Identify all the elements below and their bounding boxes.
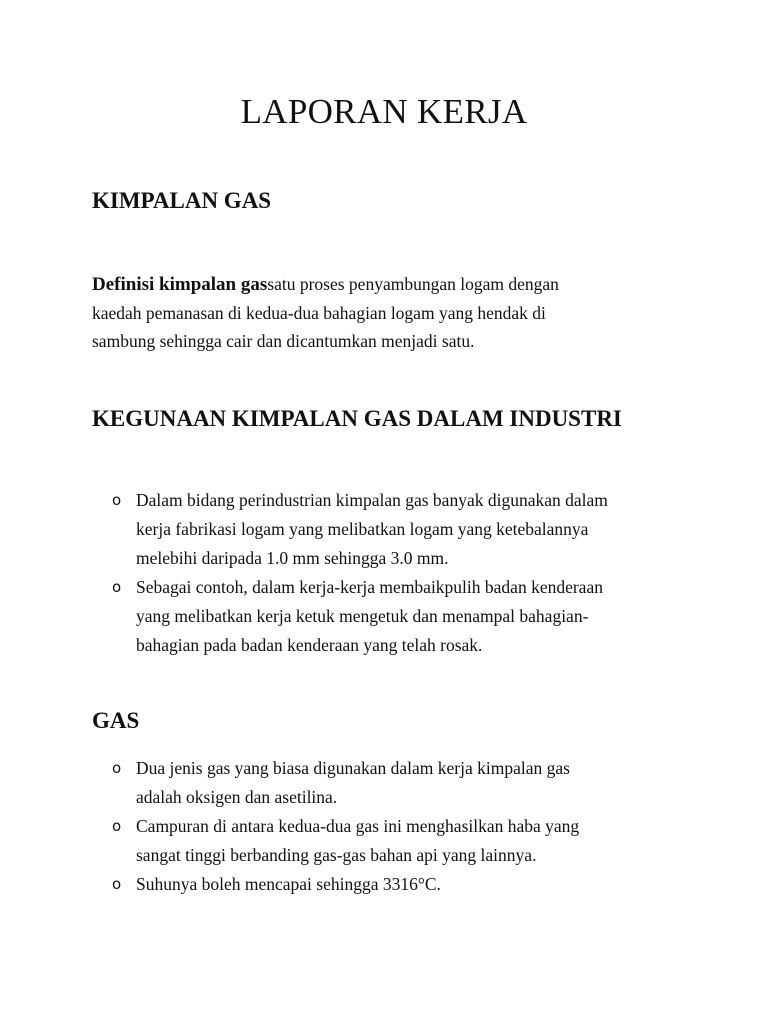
list-item-line: adalah oksigen dan asetilina. <box>136 787 338 807</box>
definition-line-1 <box>92 270 692 299</box>
circle-bullet-icon: o <box>112 759 122 777</box>
definition-term: Definisi kimpalan gas <box>92 274 268 295</box>
section-heading-gas: GAS <box>92 708 140 733</box>
circle-bullet-icon: o <box>112 491 122 509</box>
list-item <box>108 573 708 660</box>
section-heading-kimpalan-gas: KIMPALAN GAS <box>92 188 272 213</box>
gas-list <box>108 754 708 899</box>
list-item-line: sangat tinggi berbanding gas-gas bahan api yang lainnya. <box>136 845 537 865</box>
definition-line-3: sambung sehingga cair dan dicantumkan menjadi satu. <box>92 331 475 351</box>
page-title: LAPORAN KERJA <box>240 92 528 131</box>
list-item <box>108 870 708 899</box>
circle-bullet-icon: o <box>112 578 122 596</box>
circle-bullet-icon: o <box>112 875 122 893</box>
list-item-line: Dalam bidang perindustrian kimpalan gas banyak digunakan dalam <box>136 490 608 510</box>
list-item <box>108 812 708 870</box>
list-item <box>108 754 708 812</box>
list-item-line: kerja fabrikasi logam yang melibatkan logam yang ketebalannya <box>136 519 589 539</box>
list-item-line: bahagian pada badan kenderaan yang telah rosak. <box>136 635 483 655</box>
definition-text: satu proses penyambungan logam dengan <box>267 274 559 294</box>
list-item-line: Sebagai contoh, dalam kerja-kerja membaikpulih badan kenderaan <box>136 577 603 597</box>
circle-bullet-icon: o <box>112 817 122 835</box>
kegunaan-list <box>108 486 708 660</box>
section-heading-kegunaan: KEGUNAAN KIMPALAN GAS DALAM INDUSTRI <box>92 406 622 431</box>
list-item-line: Suhunya boleh mencapai sehingga 3316°C. <box>136 874 441 894</box>
definition-line-2: kaedah pemanasan di kedua-dua bahagian logam yang hendak di <box>92 303 546 323</box>
list-item-line: melebihi daripada 1.0 mm sehingga 3.0 mm. <box>136 548 449 568</box>
list-item-line: Dua jenis gas yang biasa digunakan dalam kerja kimpalan gas <box>136 758 570 778</box>
list-item-line: yang melibatkan kerja ketuk mengetuk dan menampal bahagian- <box>136 606 589 626</box>
list-item-line: Campuran di antara kedua-dua gas ini menghasilkan haba yang <box>136 816 580 836</box>
list-item <box>108 486 708 573</box>
definition-paragraph <box>92 270 692 355</box>
